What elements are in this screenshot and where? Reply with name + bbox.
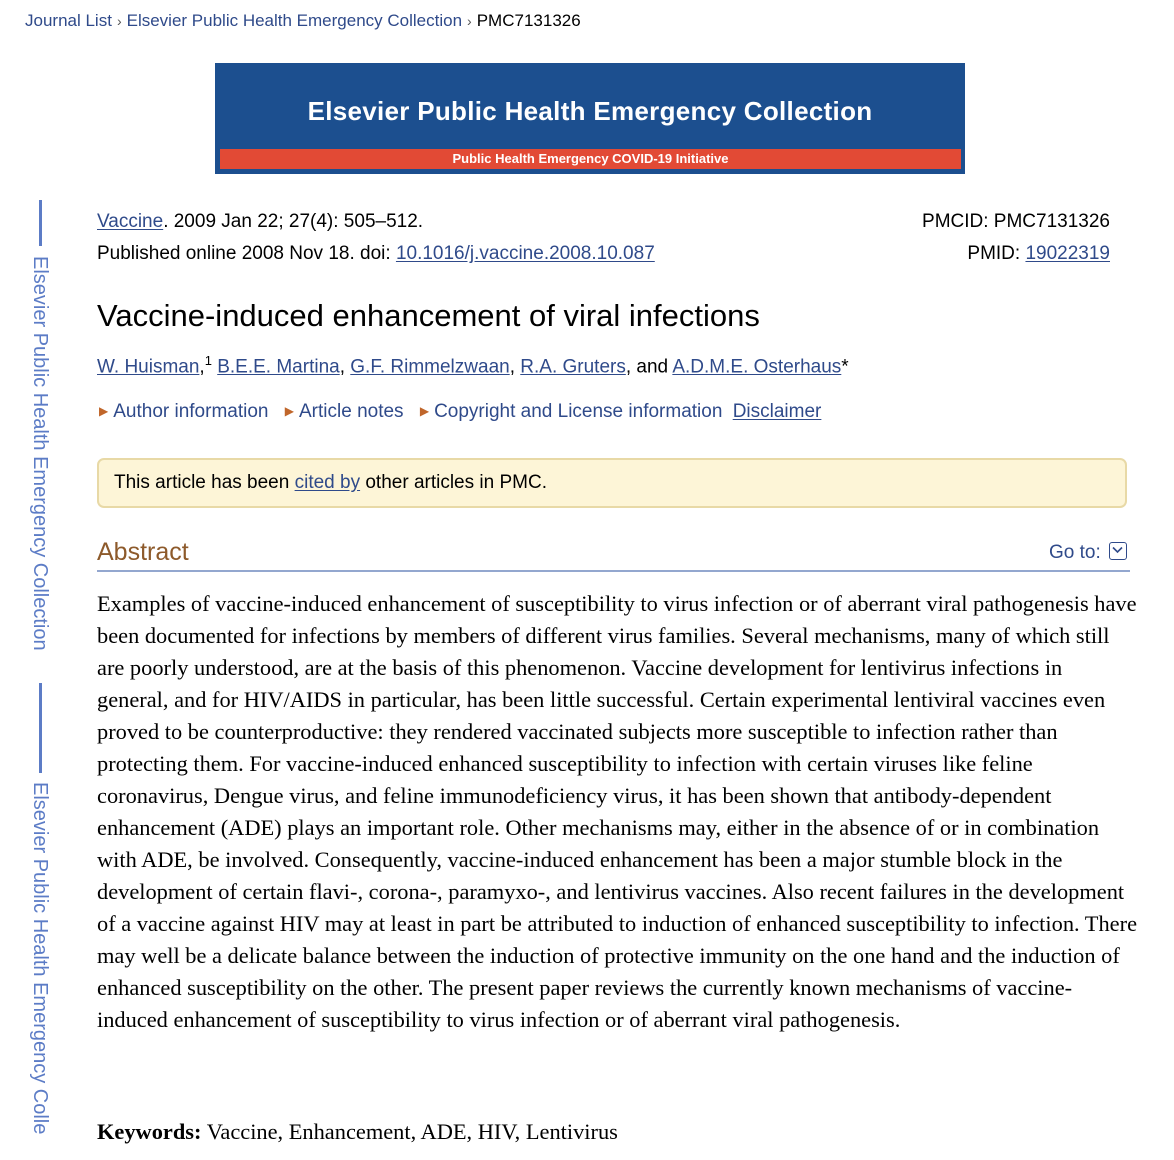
abstract-header bbox=[97, 538, 1130, 572]
disclaimer-link[interactable]: Disclaimer bbox=[732, 401, 822, 422]
corresponding-mark[interactable]: * bbox=[841, 356, 849, 378]
expand-triangle-icon: ▶ bbox=[419, 404, 430, 418]
published-online: Published online 2008 Nov 18. doi: bbox=[97, 243, 396, 264]
citation bbox=[97, 206, 655, 270]
affiliation-sup[interactable]: 1 bbox=[204, 353, 212, 368]
keywords-values: Vaccine, Enhancement, ADE, HIV, Lentivirus bbox=[206, 1119, 618, 1144]
author-link[interactable]: R.A. Gruters bbox=[520, 356, 626, 378]
banner-subtitle: Public Health Emergency COVID-19 Initiative bbox=[220, 149, 961, 169]
chevron-down-icon[interactable] bbox=[1109, 542, 1127, 560]
expand-triangle-icon: ▶ bbox=[99, 404, 109, 418]
author-link[interactable]: W. Huisman bbox=[97, 356, 200, 378]
author-and: and bbox=[636, 356, 669, 378]
goto-menu[interactable] bbox=[1049, 542, 1127, 564]
side-label-text-repeat: Elsevier Public Health Emergency Colle bbox=[29, 782, 51, 1135]
breadcrumb-current: PMC7131326 bbox=[476, 11, 581, 30]
author-information-toggle[interactable]: Author information bbox=[113, 401, 269, 422]
article-title: Vaccine-induced enhancement of viral infections bbox=[97, 298, 760, 333]
article-ids bbox=[922, 206, 1110, 270]
pmid-label: PMID: bbox=[967, 243, 1026, 264]
side-collection-label[interactable] bbox=[28, 200, 54, 1160]
keywords bbox=[97, 1116, 618, 1148]
notice-text-before: This article has been bbox=[114, 472, 295, 493]
pmid-link[interactable]: 19022319 bbox=[1025, 243, 1110, 264]
keywords-label: Keywords: bbox=[97, 1119, 202, 1144]
copyright-toggle[interactable]: Copyright and License information bbox=[434, 401, 723, 422]
breadcrumb-collection[interactable]: Elsevier Public Health Emergency Collection bbox=[126, 11, 463, 30]
author-list: W. Huisman,$^1$ B.E.E. Martina, G.F. Rimmelzwaan, R.A. Gruters, and A.D.M.E. Osterhaus* bbox=[97, 353, 849, 378]
side-divider bbox=[39, 200, 42, 246]
journal-link[interactable]: Vaccine bbox=[97, 211, 164, 232]
collection-banner[interactable] bbox=[215, 63, 965, 174]
author-link[interactable]: A.D.M.E. Osterhaus bbox=[672, 356, 842, 378]
author-link[interactable]: B.E.E. Martina bbox=[217, 356, 340, 378]
side-divider bbox=[39, 683, 42, 773]
abstract-text: Examples of vaccine-induced enhancement of susceptibility to virus infection or of aberrant viral pathogenesis have been documented for infections by members of different virus families. Several mechanisms, many of which still are poorly understood, are at the basis of this phenomenon. Vaccine development for lentivirus infections in general, and for HIV/AIDS in particular, has been little successful. Certain experimental lentiviral vaccines even proved to be counterproductive: they rendered vaccinated subjects more susceptible to infection rather than protecting them. For vaccine-induced enhanced susceptibility to infection with certain viruses like feline coronavirus, Dengue virus, and feline immunodeficiency virus, it has been shown that antibody-dependent enhancement (ADE) plays an important role. Other mechanisms may, either in the absence of or in combination with ADE, be involved. Consequently, vaccine-induced enhancement has been a major stumble block in the development of certain flavi-, corona-, paramyxo-, and lentivirus vaccines. Also recent failures in the development of a vaccine against HIV may at least in part be attributed to induction of enhanced susceptibility to infection. There may well be a delicate balance between the induction of protective immunity on the one hand and the induction of enhanced susceptibility on the other. The present paper reviews the currently known mechanisms of vaccine-induced enhancement of susceptibility to virus infection or of aberrant viral pathogenesis. bbox=[97, 591, 1138, 1032]
author-link[interactable]: G.F. Rimmelzwaan bbox=[350, 356, 510, 378]
banner-title: Elsevier Public Health Emergency Collection bbox=[307, 96, 873, 126]
side-label-text: Elsevier Public Health Emergency Collection bbox=[29, 256, 51, 651]
cited-by-link[interactable]: cited by bbox=[294, 472, 361, 493]
abstract-heading: Abstract bbox=[97, 538, 189, 566]
article-info-links bbox=[97, 401, 821, 423]
breadcrumb-separator: › bbox=[467, 13, 472, 29]
doi-link[interactable]: 10.1016/j.vaccine.2008.10.087 bbox=[395, 243, 655, 264]
citation-details: . 2009 Jan 22; 27(4): 505–512. bbox=[163, 211, 424, 232]
article-notes-toggle[interactable]: Article notes bbox=[299, 401, 404, 422]
notice-text-after: other articles in PMC. bbox=[360, 472, 547, 493]
breadcrumb bbox=[25, 11, 581, 31]
expand-triangle-icon: ▶ bbox=[284, 404, 294, 418]
breadcrumb-separator: › bbox=[116, 13, 122, 29]
breadcrumb-journal-list[interactable]: Journal List bbox=[25, 11, 112, 30]
pmcid: PMCID: PMC7131326 bbox=[922, 211, 1110, 232]
cited-by-notice bbox=[97, 458, 1127, 508]
goto-label[interactable]: Go to: bbox=[1048, 542, 1101, 563]
